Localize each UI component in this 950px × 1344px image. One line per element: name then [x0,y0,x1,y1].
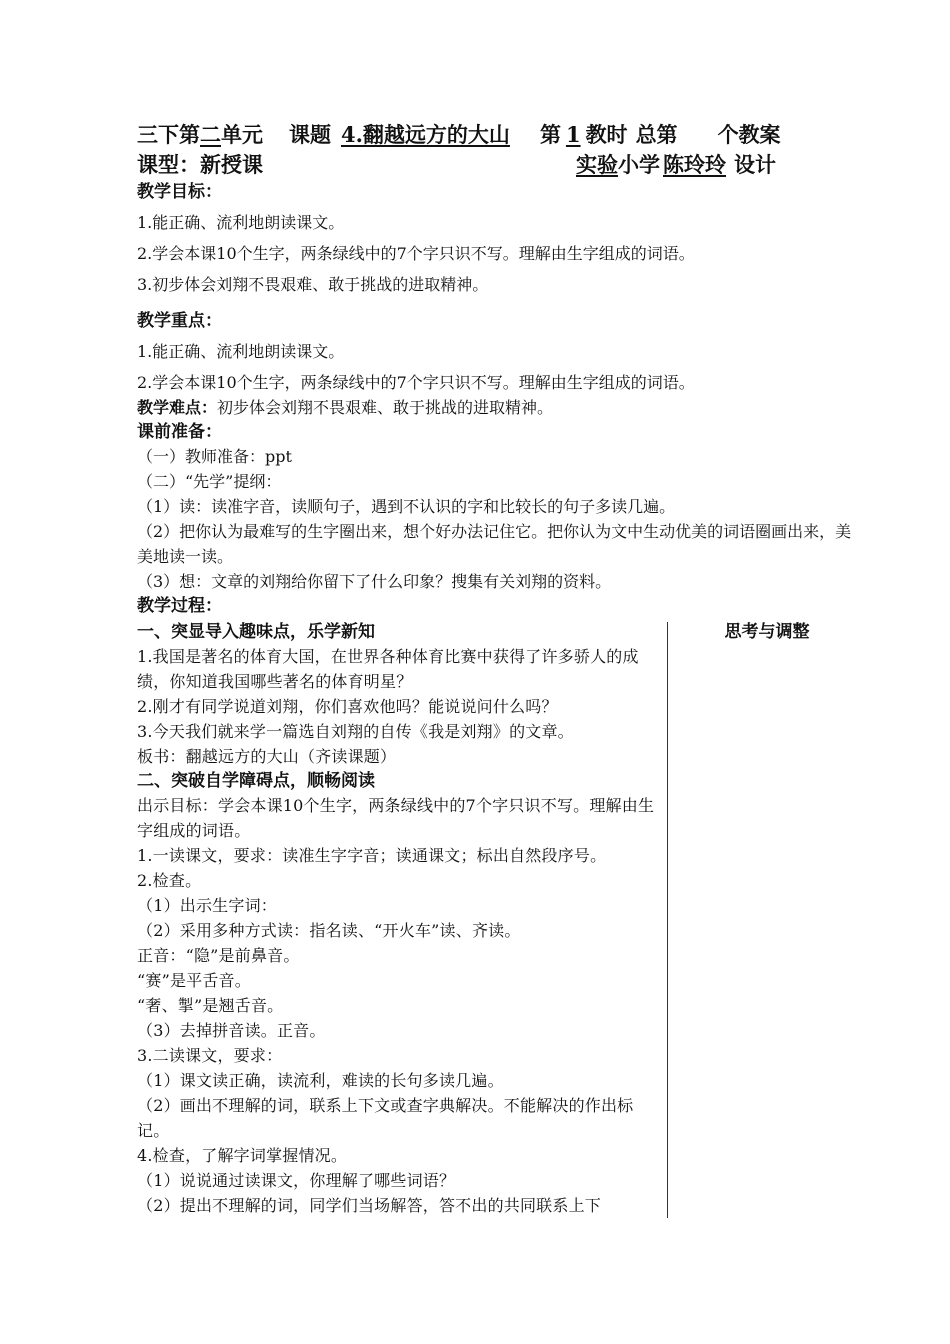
period-label: 教时 [585,122,628,147]
period-prefix: 第 [539,122,561,147]
process-item: 2.刚才有同学说道刘翔，你们喜欢他吗？能说说问什么吗？ [137,697,558,716]
difficulty-text: 初步体会刘翔不畏艰难、敢于挑战的进取精神。 [217,398,554,417]
designer-name: 陈玲玲 [663,152,726,177]
lesson-type: 课型：新授课 [137,152,263,177]
prep-title: 课前准备： [137,422,222,442]
unit-number: 二 [200,122,221,147]
process-item: 3.二读课文，要求： [137,1046,283,1065]
goal-item: 1.能正确、流利地朗读课文。 [137,213,345,232]
topic-value: 4.翻越远方的大山 [341,122,510,147]
process-item: 1.一读课文，要求：读准生字字音；读通课文；标出自然段序号。 [137,846,607,865]
process-content-column [137,620,663,1218]
unit-label: 单元 [221,122,263,147]
process-item: （3）去掉拼音读。正音。 [137,1021,326,1040]
process-item: （1）说说通过读课文，你理解了哪些词语？ [137,1171,456,1190]
school-name: 实验 [576,152,618,177]
process-table [137,620,867,1218]
header-line-2 [137,150,867,180]
key-point-item: 1.能正确、流利地朗读课文。 [137,342,345,361]
reflection-column-title: 思考与调整 [724,622,810,642]
key-point-item: 2.学会本课10个生字，两条绿线中的7个字只识不写。理解由生字组成的词语。 [137,373,695,392]
process-item: “赛”是平舌音。 [137,971,251,990]
prep-item: （3）想：文章的刘翔给你留下了什么印象？搜集有关刘翔的资料。 [137,572,612,591]
total-blank [678,122,718,147]
process-item: 板书：翻越远方的大山（齐读课题） [137,747,397,766]
topic-label: 课题 [289,122,331,147]
column-divider [667,622,668,1218]
process-item: 4.检查，了解字词掌握情况。 [137,1146,348,1165]
lesson-plan-page [137,120,867,1218]
process-title: 教学过程： [137,596,222,616]
process-item: “奢、掣”是翘舌音。 [137,996,284,1015]
difficulty-line [137,395,867,420]
process-item: 正音：“隐”是前鼻音。 [137,946,300,965]
school-label: 小学 [618,152,660,177]
prep-item: （二）“先学”提纲： [137,472,282,491]
header-line-1 [137,120,867,150]
prep-item: （一）教师准备：ppt [137,447,292,466]
prep-item: （1）读：读准字音，读顺句子，遇到不认识的字和比较长的句子多读几遍。 [137,497,676,516]
process-item: （1）课文读正确，读流利，难读的长句多读几遍。 [137,1071,504,1090]
goals-title: 教学目标： [137,182,222,202]
section-title: 二、突破自学障碍点，顺畅阅读 [137,771,375,791]
process-item: （2）采用多种方式读：指名读、“开火车”读、齐读。 [137,921,521,940]
period-number: 1 [565,122,581,147]
process-item: 1.我国是著名的体育大国，在世界各种体育比赛中获得了许多骄人的成绩，你知道我国哪些著名的体育明星？ [137,647,639,691]
key-points-title: 教学重点： [137,311,222,331]
designer-label: 设计 [734,152,776,177]
grade-unit-prefix: 三下第 [137,122,200,147]
total-prefix: 总第 [635,122,678,147]
plan-label: 个教案 [717,122,781,147]
goal-item: 3.初步体会刘翔不畏艰难、敢于挑战的进取精神。 [137,275,489,294]
process-item: 2.检查。 [137,871,202,890]
process-item: （2）画出不理解的词，联系上下文或查字典解决。不能解决的作出标记。 [137,1096,634,1140]
process-item: （2）提出不理解的词，同学们当场解答，答不出的共同联系上下 [137,1196,601,1215]
prep-item: （2）把你认为最难写的生字圈出来，想个好办法记住它。把你认为文中生动优美的词语圈画出来，美美地读一读。 [137,522,852,566]
process-item: 出示目标：学会本课10个生字，两条绿线中的7个字只识不写。理解由生字组成的词语。 [137,796,655,840]
goal-item: 2.学会本课10个生字，两条绿线中的7个字只识不写。理解由生字组成的词语。 [137,244,695,263]
process-item: （1）出示生字词： [137,896,277,915]
difficulty-label: 教学难点： [137,398,218,417]
section-title: 一、突显导入趣味点，乐学新知 [137,622,375,642]
process-item: 3.今天我们就来学一篇选自刘翔的自传《我是刘翔》的文章。 [137,722,574,741]
